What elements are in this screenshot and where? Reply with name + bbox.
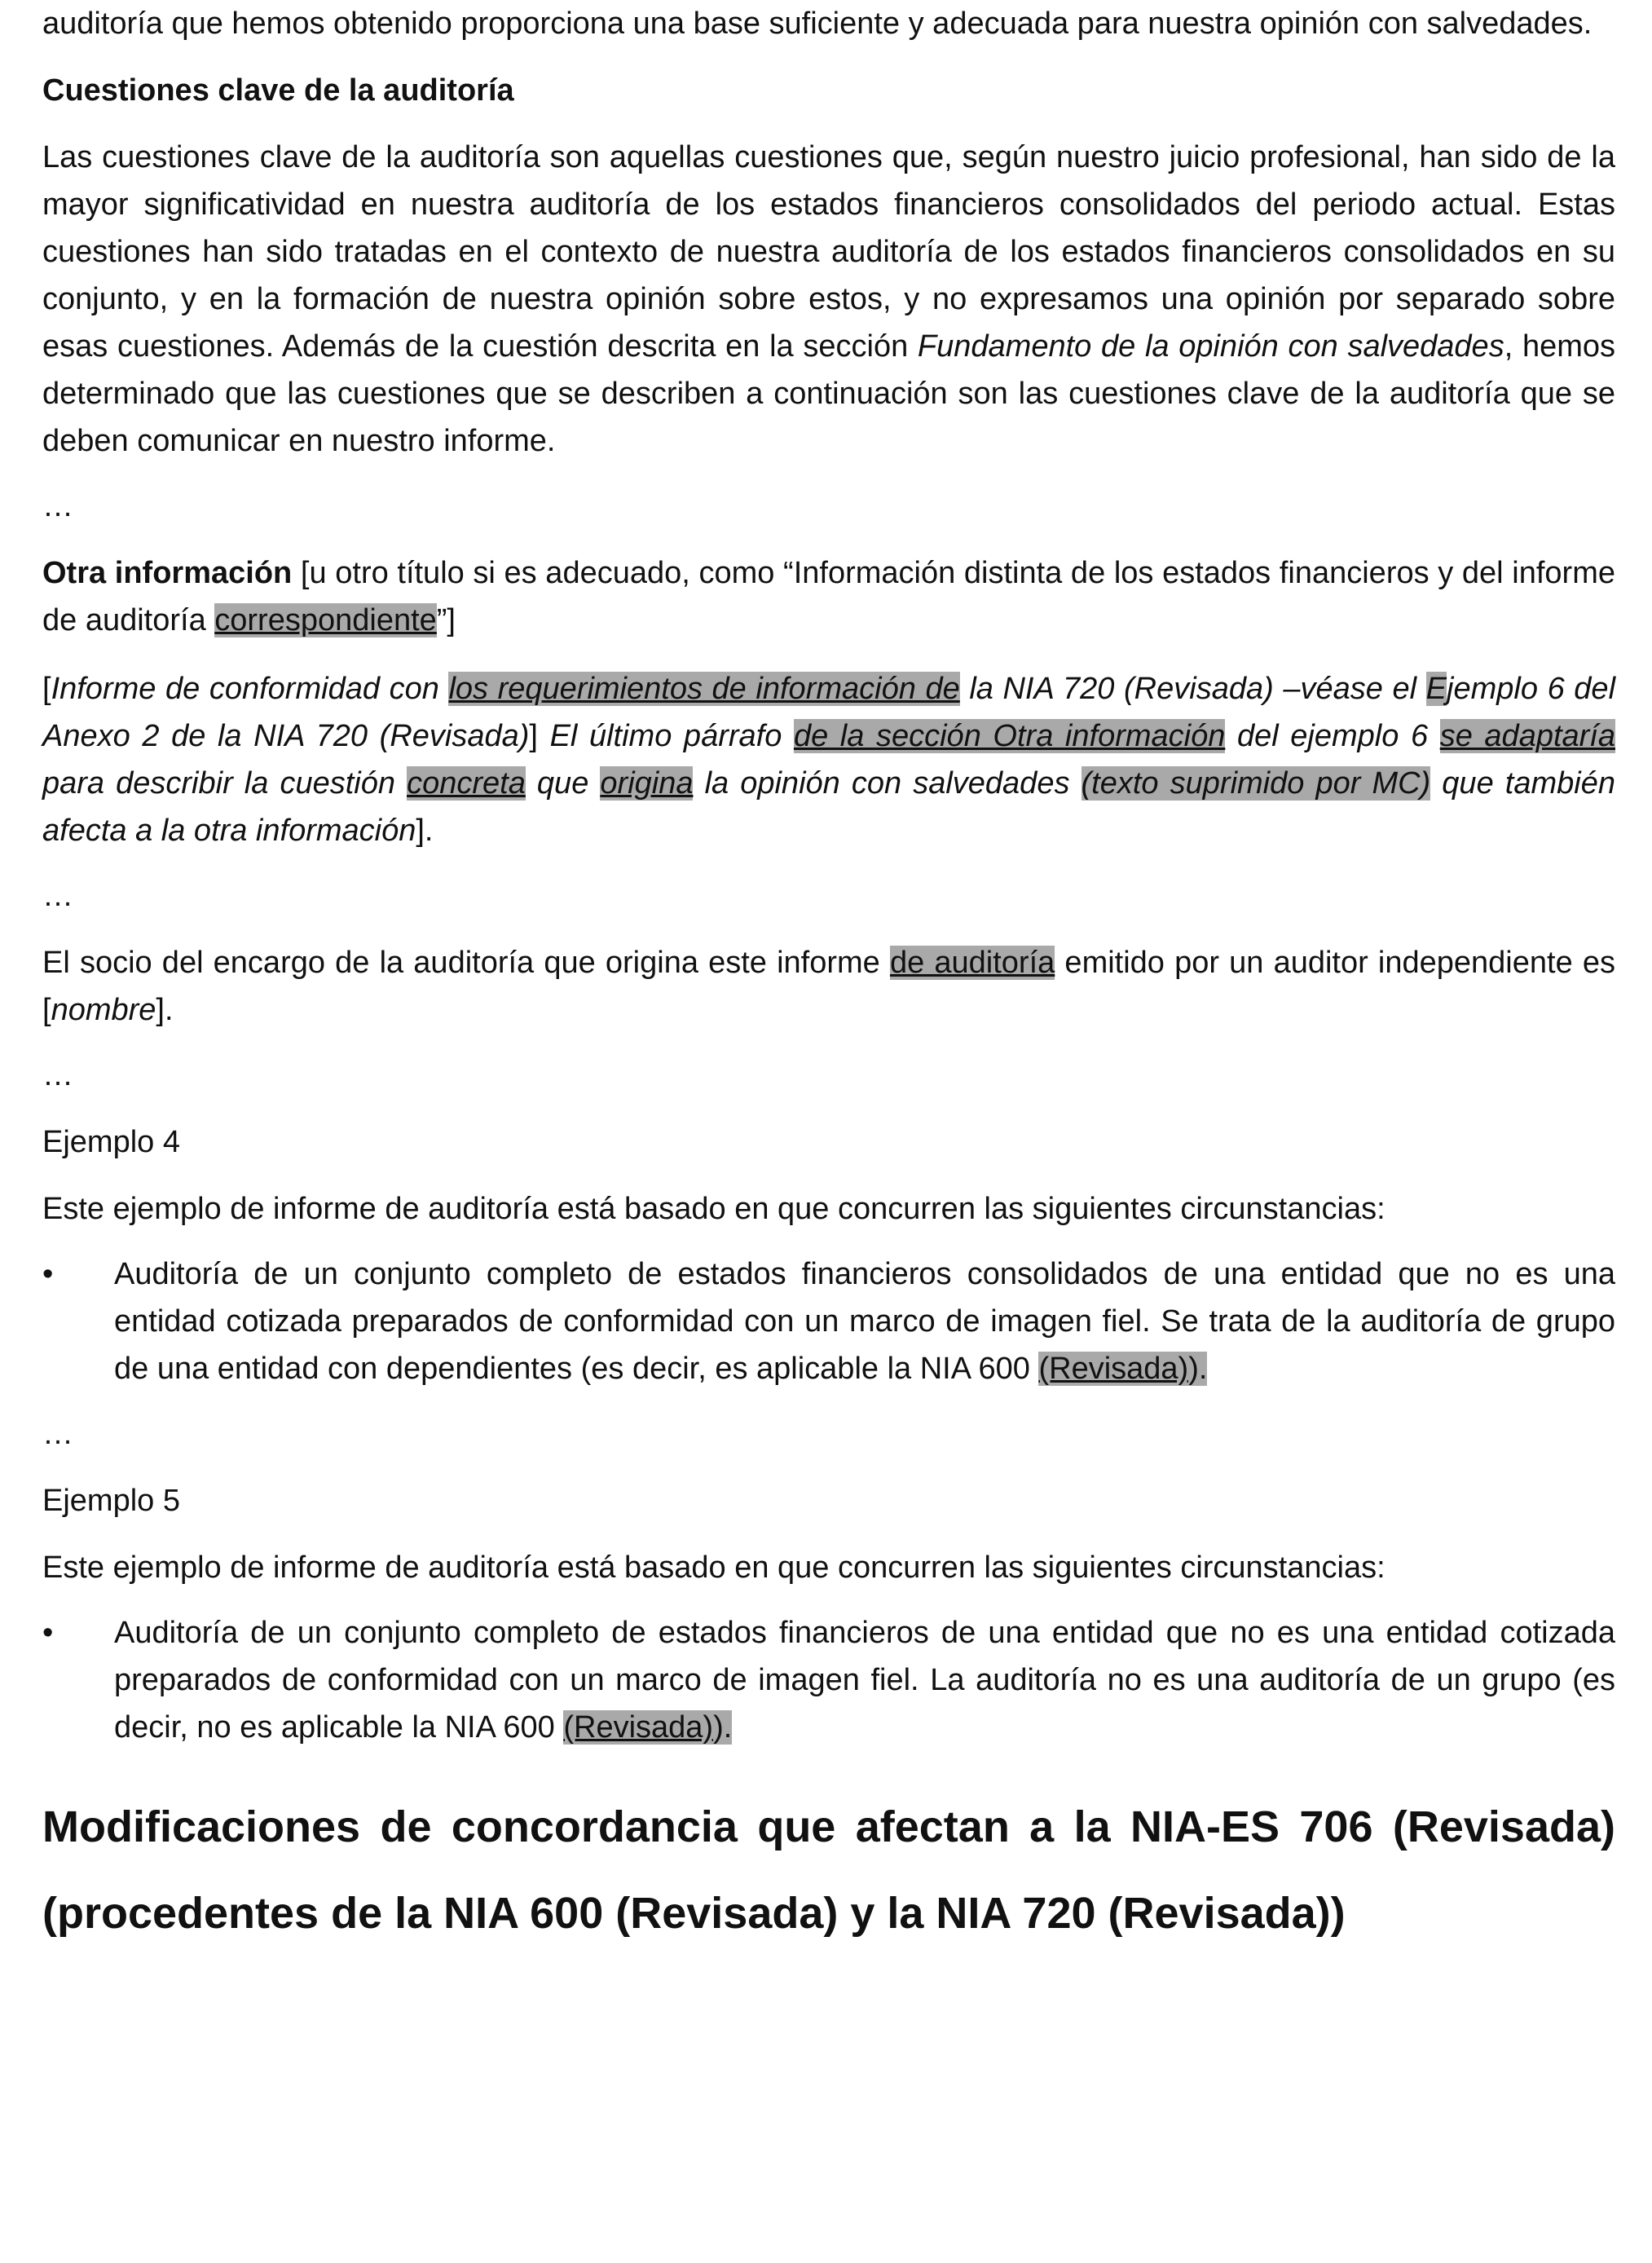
highlighted-span: correspondiente [214,603,437,637]
highlighted-span: se adaptaría [1439,719,1615,753]
text-span: ”] [436,603,456,637]
italic-span: del ejemplo 6 [1225,719,1440,753]
paragraph-cuestiones-clave [42,134,1615,465]
italic-span: la opinión con salvedades [693,766,1082,801]
text-span: , hemos determinado que las cuestiones que se describen a continuación son las cuestiones clave de la auditoría que se deben comunicar en nuestro informe. [42,329,1616,458]
italic-span: jemplo 6 del Anexo 2 de la NIA 720 (Revisada) [42,672,1616,753]
list-item-ejemplo-4 [42,1251,1615,1392]
text-span: Auditoría de un conjunto completo de estados financieros consolidados de una entidad que no es una entidad cotizada preparados de conformidad con un marco de imagen fiel. Se trata de la auditoría de grupo de una entidad con dependientes (es decir, es aplicable la NIA 600 [114,1257,1615,1386]
highlighted-span: (Revisada) [563,1710,714,1745]
text-span: ] [529,719,550,753]
paragraph-opinion-end: auditoría que hemos obtenido proporciona una base suficiente y adecuada para nuestra opinión con salvedades. [42,7,1593,41]
highlighted-span: concreta [407,766,526,801]
paragraph-otra-informacion [42,549,1615,644]
ellipsis: … [42,1417,73,1451]
italic-span: Fundamento de la opinión con salvedades [917,329,1504,364]
paragraph-socio-encargo [42,939,1615,1034]
heading-ejemplo-5: Ejemplo 5 [42,1484,180,1518]
heading-ejemplo-4: Ejemplo 4 [42,1125,180,1159]
highlighted-span: (Revisada) [1038,1352,1189,1386]
italic-span: para describir la cuestión [42,766,407,801]
ellipsis: … [42,879,73,913]
ellipsis: … [42,1058,73,1092]
paragraph-ejemplo-4-intro: Este ejemplo de informe de auditoría está basado en que concurren las siguientes circunstancias: [42,1192,1385,1226]
italic-span: que [525,766,601,801]
highlighted-span: de auditoría [889,946,1055,980]
highlighted-span: de la sección Otra información [793,719,1226,753]
highlighted-span: ). [1188,1352,1208,1386]
text-span: [ [42,672,51,706]
heading-cuestiones-clave: Cuestiones clave de la auditoría [42,73,514,108]
text-span: emitido por un auditor independiente es [ [42,946,1615,1027]
bullet-icon: • [42,1616,54,1650]
highlighted-span: ). [713,1710,733,1745]
text-span: El socio del encargo de la auditoría que origina este informe [42,946,890,980]
paragraph-informe-conformidad [42,665,1615,854]
paragraph-ejemplo-5-intro: Este ejemplo de informe de auditoría está basado en que concurren las siguientes circunstancias: [42,1551,1385,1585]
italic-span: la NIA 720 (Revisada) –véase el [959,672,1426,706]
section-heading-modificaciones: Modificaciones de concordancia que afectan a la NIA-ES 706 (Revisada) (procedentes de la NIA 600 (Revisada) y la NIA 720 (Revisada)) [42,1802,1615,1938]
list-item-ejemplo-5 [42,1609,1615,1751]
text-span: Auditoría de un conjunto completo de estados financieros de una entidad que no es una entidad cotizada preparados de conformidad con un marco de imagen fiel. La auditoría no es una auditoría de un grupo (es decir, no es aplicable la NIA 600 [114,1616,1615,1745]
highlighted-span: origina [600,766,694,801]
text-span: ]. [156,993,174,1027]
text-span: Las cuestiones clave de la auditoría son aquellas cuestiones que, según nuestro juicio profesional, han sido de la mayor significatividad en nuestra auditoría de los estados financieros consolidados del periodo actual. Estas cuestiones han sido tratadas en el contexto de nuestra auditoría de los estados financieros consolidados en su conjunto, y en la formación de nuestra opinión sobre estos, y no expresamos una opinión por separado sobre esas cuestiones. Además de la cuestión descrita en la sección [42,140,1615,364]
bullet-icon: • [42,1257,54,1291]
highlighted-span: E [1425,672,1447,706]
bold-span: Otra información [42,556,293,590]
text-span: ]. [416,814,434,848]
document-page [42,0,1615,1956]
highlighted-span: los requerimientos de información de [448,672,960,706]
italic-span: nombre [51,993,156,1027]
italic-span: Informe de conformidad con [51,672,449,706]
ellipsis: … [42,489,73,523]
text-span: [u otro título si es adecuado, como “Información distinta de los estados financieros y del informe de auditoría [42,556,1615,637]
italic-span: El último párrafo [549,719,794,753]
highlighted-span: (texto suprimido por MC) [1081,766,1431,801]
italic-span: que también afecta a la otra información [42,766,1615,848]
